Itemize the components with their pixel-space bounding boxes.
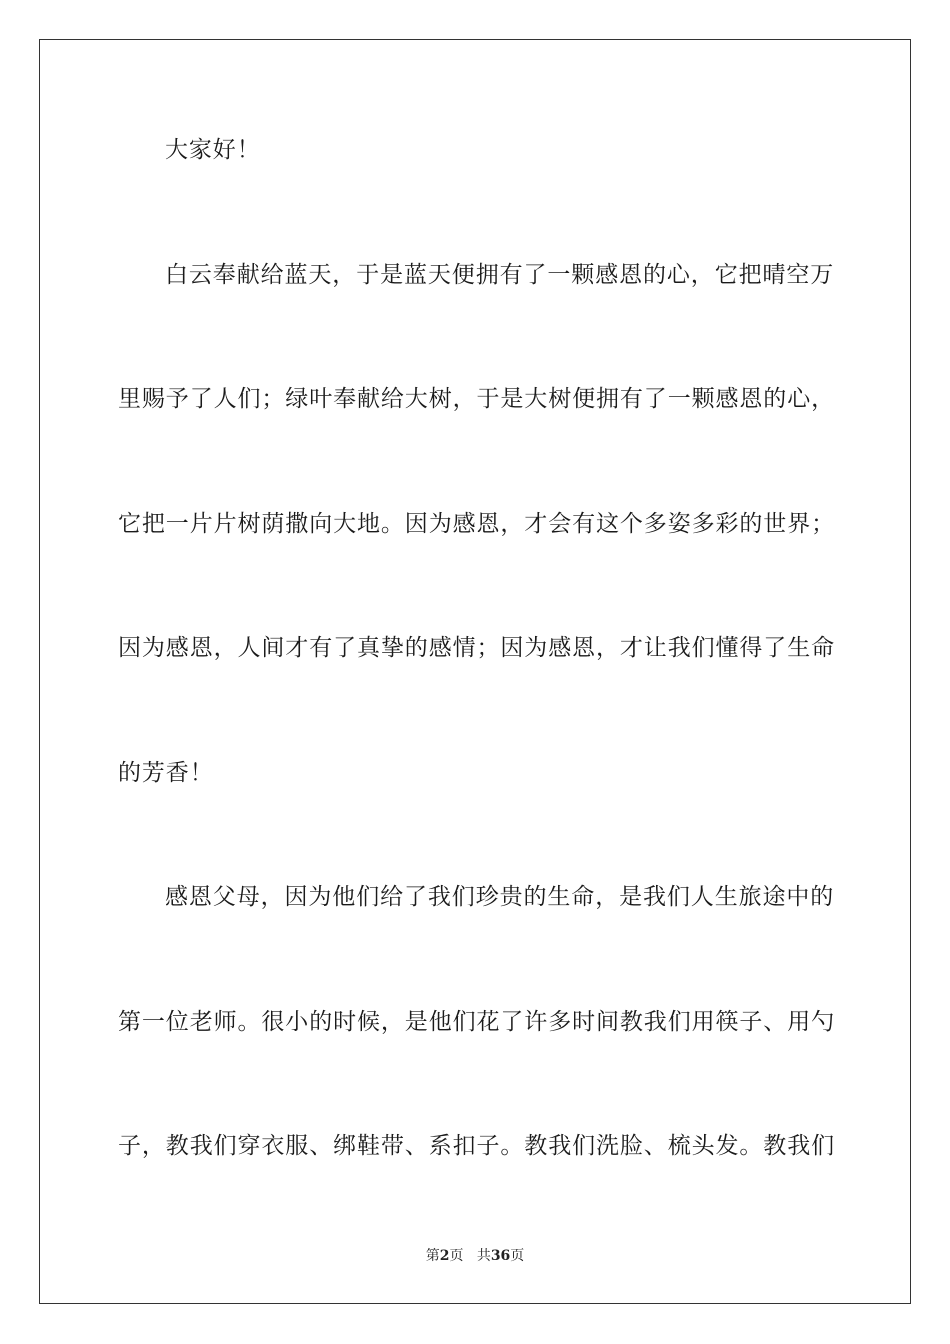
paragraph-line: 第一位老师。很小的时候，是他们花了许多时间教我们用筷子、用勺 [118, 1009, 835, 1035]
paragraph-line: 白云奉献给蓝天，于是蓝天便拥有了一颗感恩的心，它把晴空万 [165, 262, 835, 288]
total-suffix: 页 [510, 1248, 525, 1264]
page-suffix: 页 [449, 1248, 464, 1264]
greeting-line: 大家好！ [165, 137, 261, 163]
paragraph-line: 子，教我们穿衣服、绑鞋带、系扣子。教我们洗脸、梳头发。教我们 [118, 1133, 835, 1159]
page-footer [0, 1246, 950, 1266]
page-prefix: 第 [425, 1248, 440, 1264]
page-border [39, 39, 911, 1304]
paragraph-line: 里赐予了人们；绿叶奉献给大树，于是大树便拥有了一颗感恩的心， [118, 386, 835, 412]
paragraph-line: 感恩父母，因为他们给了我们珍贵的生命，是我们人生旅途中的 [165, 884, 835, 910]
paragraph-line: 的芳香！ [118, 760, 214, 786]
paragraph-line: 它把一片片树荫撒向大地。因为感恩，才会有这个多姿多彩的世界； [118, 511, 835, 537]
total-prefix: 共 [476, 1248, 491, 1264]
paragraph-line: 因为感恩，人间才有了真挚的感情；因为感恩，才让我们懂得了生命 [118, 635, 835, 661]
total-pages: 36 [490, 1248, 511, 1264]
page-number: 2 [439, 1248, 450, 1264]
